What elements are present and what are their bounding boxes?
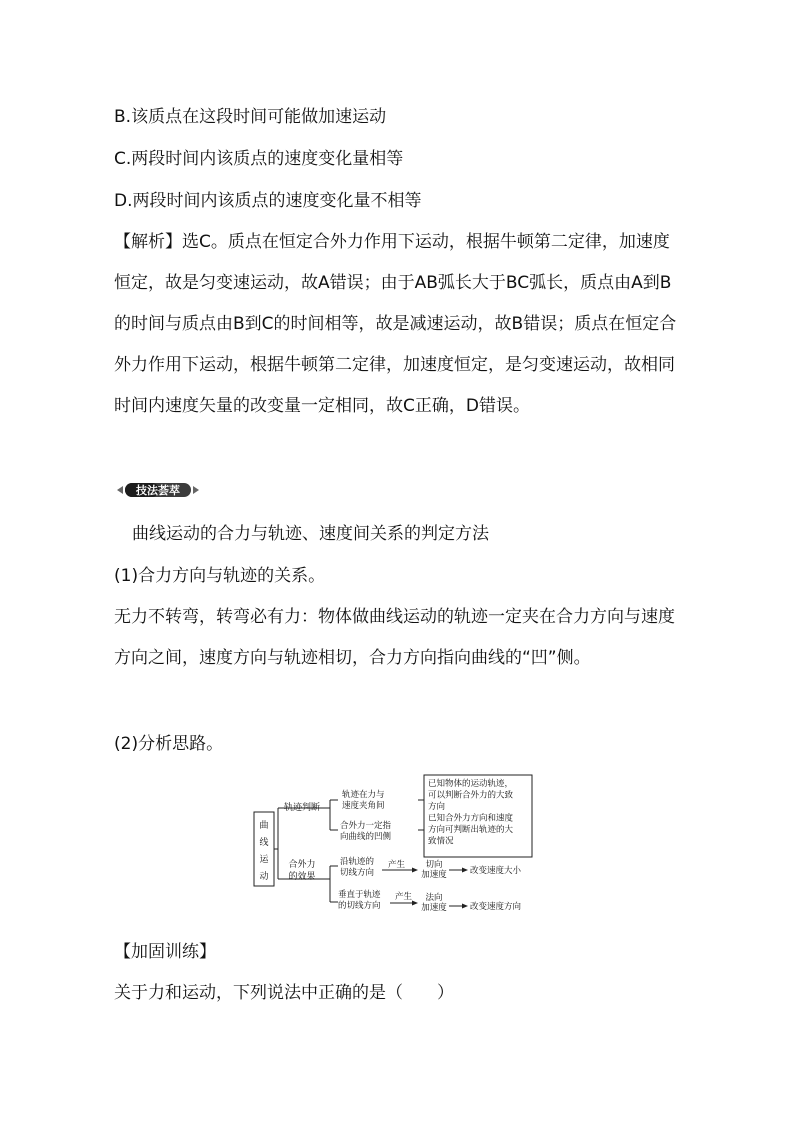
change-speed-size: 改变速度大小 bbox=[470, 866, 522, 876]
tangential-acceleration: 加速度 bbox=[421, 870, 447, 880]
branch-effect-sub-b: 垂直于轨迹 bbox=[338, 890, 381, 900]
training-label: 【加固训练】 bbox=[114, 942, 216, 962]
root-char: 曲 bbox=[259, 821, 269, 831]
method-item2-title: (2)分析思路。 bbox=[114, 734, 224, 754]
badge-decoration bbox=[115, 480, 201, 500]
branch-effect-label: 的效果 bbox=[288, 872, 316, 882]
result-box-line: 已知合外力方向和速度 bbox=[428, 813, 514, 824]
result-box-line: 可以判断合外力的大致 bbox=[428, 790, 514, 801]
branch-effect-sub-a: 沿轨迹的 bbox=[340, 857, 375, 867]
root-char: 动 bbox=[259, 872, 269, 882]
normal-acceleration: 法向 bbox=[425, 893, 443, 903]
branch-effect-label: 合外力 bbox=[288, 860, 316, 870]
analysis-paragraph bbox=[114, 222, 684, 427]
training-question: 关于力和运动，下列说法中正确的是（ ） bbox=[114, 983, 454, 1003]
branch-trajectory-sub-a: 速度夹角间 bbox=[342, 801, 385, 811]
result-box-line: 方向 bbox=[428, 802, 446, 812]
section-badge bbox=[115, 480, 201, 500]
branch-trajectory-sub-b: 向曲线的凹侧 bbox=[340, 832, 392, 842]
result-box-line: 已知物体的运动轨迹， bbox=[428, 779, 514, 789]
badge-label: 技法荟萃 bbox=[136, 484, 180, 497]
tangential-acceleration: 切向 bbox=[425, 860, 443, 870]
root-char: 运 bbox=[259, 855, 269, 865]
option-d: D.两段时间内该质点的速度变化量不相等 bbox=[114, 191, 422, 211]
produce-label-1: 产生 bbox=[388, 860, 406, 870]
produce-label-2: 产生 bbox=[395, 892, 413, 902]
branch-trajectory-sub-b: 合外力一定指 bbox=[340, 821, 392, 831]
method-item1-title: (1)合力方向与轨迹的关系。 bbox=[114, 566, 326, 586]
analysis-text: 选C。质点在恒定合外力作用下运动，根据牛顿第二定律，加速度恒定，故是匀变速运动，故A错误；由于AB弧长大于BC弧长，质点由A到B的时间与质点由B到C的时间相等，故是减速运动，故B错误；质点在恒定合外力作用下运动，根据牛顿第二定律，加速度恒定，是匀变速运动，故相同时间内速度矢量的改变量一定相同，故C正确，D错误。 bbox=[114, 232, 677, 416]
result-box-line: 致情况 bbox=[428, 836, 454, 847]
analysis-flow-diagram bbox=[250, 772, 540, 920]
analysis-label: 【解析】 bbox=[114, 232, 182, 252]
normal-acceleration: 加速度 bbox=[421, 903, 447, 913]
branch-trajectory-sub-a: 轨迹在力与 bbox=[342, 790, 385, 800]
branch-trajectory-label: 轨迹判断 bbox=[283, 803, 321, 813]
branch-effect-sub-b: 的切线方向 bbox=[338, 901, 381, 911]
method-item1-text: 无力不转弯，转弯必有力：物体做曲线运动的轨迹一定夹在合力方向与速度方向之间，速度方向与轨迹相切，合力方向指向曲线的“凹”侧。 bbox=[114, 607, 675, 668]
option-c: C.两段时间内该质点的速度变化量相等 bbox=[114, 149, 404, 169]
change-speed-direction: 改变速度方向 bbox=[470, 902, 522, 912]
option-b: B.该质点在这段时间可能做加速运动 bbox=[114, 107, 387, 127]
flow-diagram-svg bbox=[250, 772, 540, 920]
method-title: 曲线运动的合力与轨迹、速度间关系的判定方法 bbox=[132, 524, 489, 544]
branch-effect-sub-a: 切线方向 bbox=[340, 868, 375, 878]
root-char: 线 bbox=[259, 838, 269, 848]
result-box-line: 方向可判断出轨迹的大 bbox=[428, 825, 514, 835]
